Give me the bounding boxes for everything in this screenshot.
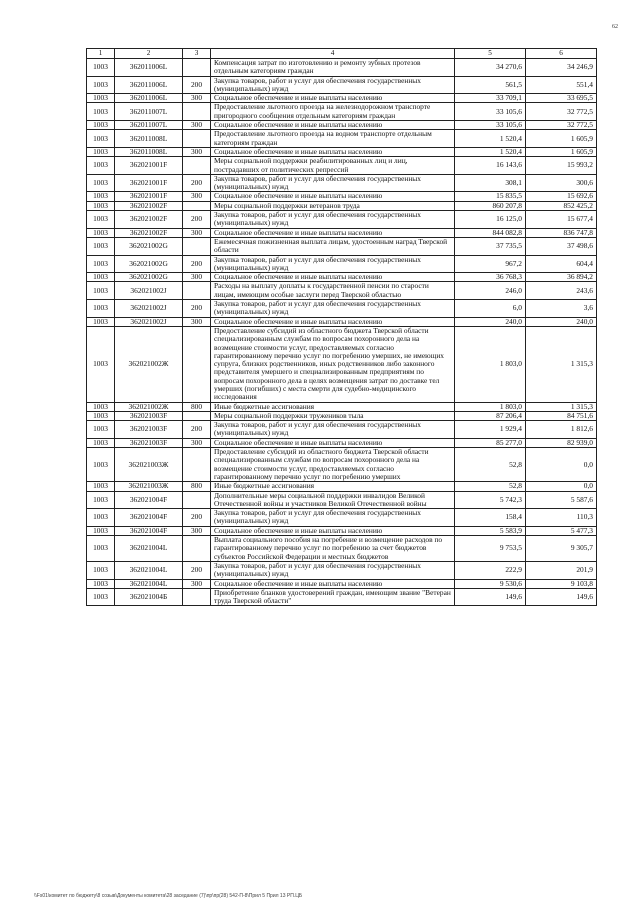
amount-planned-cell: 33 709,1: [455, 94, 526, 103]
description-cell: Расходы на выплату доплаты к государственной пенсии по старости лицам, имеющим особые заслуги перед Тверской областью: [211, 282, 455, 300]
section-code-cell: 1003: [87, 174, 115, 192]
description-cell: Закупка товаров, работ и услуг для обеспечения государственных (муниципальных) нужд: [211, 300, 455, 318]
target-code-cell: 362011007L: [115, 103, 183, 121]
target-code-cell: 362021004L: [115, 561, 183, 579]
table-row: [87, 588, 597, 606]
description-cell: Социальное обеспечение и иные выплаты населению: [211, 121, 455, 130]
amount-executed-cell: 110,3: [526, 509, 597, 527]
section-code-cell: 1003: [87, 438, 115, 447]
amount-executed-cell: 32 772,5: [526, 103, 597, 121]
table-row: [87, 201, 597, 210]
expense-type-cell: [183, 237, 211, 255]
description-cell: Меры социальной поддержки ветеранов труда: [211, 201, 455, 210]
amount-planned-cell: 16 125,0: [455, 211, 526, 229]
expense-type-cell: 200: [183, 174, 211, 192]
table-row: [87, 255, 597, 273]
amount-executed-cell: 604,4: [526, 255, 597, 273]
expense-type-cell: 200: [183, 76, 211, 94]
amount-planned-cell: 860 207,8: [455, 201, 526, 210]
amount-planned-cell: 87 206,4: [455, 411, 526, 420]
table-row: [87, 121, 597, 130]
table-row: [87, 237, 597, 255]
table-row: [87, 326, 597, 402]
amount-planned-cell: 1 929,4: [455, 421, 526, 439]
description-cell: Социальное обеспечение и иные выплаты населению: [211, 228, 455, 237]
description-cell: Выплата социального пособия на погребение и возмещение расходов по гарантированному перечню услуг по погребению за счет бюджетов субъектов Российской Федерации и местных бюджетов: [211, 536, 455, 562]
target-code-cell: 362021002J: [115, 317, 183, 326]
table-row: [87, 147, 597, 156]
amount-planned-cell: 16 143,6: [455, 157, 526, 175]
amount-planned-cell: 308,1: [455, 174, 526, 192]
expense-type-cell: 300: [183, 192, 211, 201]
target-code-cell: 362021003F: [115, 421, 183, 439]
description-cell: Социальное обеспечение и иные выплаты населению: [211, 147, 455, 156]
amount-planned-cell: 1 803,0: [455, 402, 526, 411]
table-row: [87, 192, 597, 201]
header-row: [87, 49, 597, 59]
table-row: [87, 536, 597, 562]
expense-type-cell: 200: [183, 561, 211, 579]
amount-planned-cell: 52,8: [455, 482, 526, 491]
amount-executed-cell: 1 812,6: [526, 421, 597, 439]
expense-type-cell: 200: [183, 421, 211, 439]
amount-executed-cell: 1 315,3: [526, 326, 597, 402]
target-code-cell: 362021004Б: [115, 588, 183, 606]
amount-planned-cell: 9 530,6: [455, 579, 526, 588]
section-code-cell: 1003: [87, 491, 115, 509]
amount-planned-cell: 246,0: [455, 282, 526, 300]
description-cell: Социальное обеспечение и иные выплаты населению: [211, 526, 455, 535]
amount-planned-cell: 844 082,8: [455, 228, 526, 237]
table-row: [87, 76, 597, 94]
column-header: 5: [455, 49, 526, 59]
amount-executed-cell: 32 772,5: [526, 121, 597, 130]
target-code-cell: 362021004F: [115, 491, 183, 509]
amount-planned-cell: 149,6: [455, 588, 526, 606]
amount-executed-cell: 84 751,6: [526, 411, 597, 420]
section-code-cell: 1003: [87, 147, 115, 156]
target-code-cell: 362021004L: [115, 579, 183, 588]
amount-executed-cell: 852 425,2: [526, 201, 597, 210]
description-cell: Ежемесячная пожизненная выплата лицам, удостоенным наград Тверской области: [211, 237, 455, 255]
expense-type-cell: [183, 448, 211, 482]
amount-planned-cell: 15 835,5: [455, 192, 526, 201]
section-code-cell: 1003: [87, 59, 115, 77]
section-code-cell: 1003: [87, 211, 115, 229]
expense-type-cell: 300: [183, 121, 211, 130]
description-cell: Закупка товаров, работ и услуг для обеспечения государственных (муниципальных) нужд: [211, 509, 455, 527]
table-row: [87, 491, 597, 509]
description-cell: Социальное обеспечение и иные выплаты населению: [211, 192, 455, 201]
amount-executed-cell: 36 894,2: [526, 273, 597, 282]
amount-executed-cell: 34 246,9: [526, 59, 597, 77]
table-row: [87, 174, 597, 192]
description-cell: Закупка товаров, работ и услуг для обеспечения государственных (муниципальных) нужд: [211, 421, 455, 439]
description-cell: Социальное обеспечение и иные выплаты населению: [211, 438, 455, 447]
section-code-cell: 1003: [87, 509, 115, 527]
section-code-cell: 1003: [87, 121, 115, 130]
target-code-cell: 362021004L: [115, 536, 183, 562]
description-cell: Закупка товаров, работ и услуг для обеспечения государственных (муниципальных) нужд: [211, 211, 455, 229]
section-code-cell: 1003: [87, 536, 115, 562]
column-header: 2: [115, 49, 183, 59]
section-code-cell: 1003: [87, 228, 115, 237]
expense-type-cell: [183, 326, 211, 402]
table-row: [87, 282, 597, 300]
column-header: 6: [526, 49, 597, 59]
expense-type-cell: 300: [183, 228, 211, 237]
section-code-cell: 1003: [87, 561, 115, 579]
table-row: [87, 317, 597, 326]
amount-executed-cell: 82 939,0: [526, 438, 597, 447]
expense-type-cell: 300: [183, 147, 211, 156]
description-cell: Дополнительные меры социальной поддержки инвалидов Великой Отечественной войны и участников Великой Отечественной войны: [211, 491, 455, 509]
amount-planned-cell: 1 520,4: [455, 130, 526, 148]
description-cell: Социальное обеспечение и иные выплаты населению: [211, 273, 455, 282]
description-cell: Закупка товаров, работ и услуг для обеспечения государственных (муниципальных) нужд: [211, 174, 455, 192]
expense-type-cell: [183, 491, 211, 509]
section-code-cell: 1003: [87, 192, 115, 201]
column-header: 3: [183, 49, 211, 59]
description-cell: Компенсация затрат по изготовлению и ремонту зубных протезов отдельным категориям граждан: [211, 59, 455, 77]
expense-type-cell: 200: [183, 255, 211, 273]
section-code-cell: 1003: [87, 411, 115, 420]
section-code-cell: 1003: [87, 282, 115, 300]
table-row: [87, 438, 597, 447]
amount-executed-cell: 37 498,6: [526, 237, 597, 255]
section-code-cell: 1003: [87, 421, 115, 439]
section-code-cell: 1003: [87, 526, 115, 535]
expense-type-cell: 200: [183, 211, 211, 229]
amount-planned-cell: 33 105,6: [455, 103, 526, 121]
amount-executed-cell: 0,0: [526, 448, 597, 482]
target-code-cell: 362011007L: [115, 121, 183, 130]
expense-type-cell: 200: [183, 509, 211, 527]
description-cell: Социальное обеспечение и иные выплаты населению: [211, 317, 455, 326]
table-row: [87, 157, 597, 175]
target-code-cell: 362021004F: [115, 526, 183, 535]
target-code-cell: 362021002G: [115, 255, 183, 273]
table-row: [87, 411, 597, 420]
amount-executed-cell: 836 747,8: [526, 228, 597, 237]
amount-executed-cell: 1 315,3: [526, 402, 597, 411]
amount-planned-cell: 52,8: [455, 448, 526, 482]
amount-executed-cell: 9 305,7: [526, 536, 597, 562]
table-row: [87, 228, 597, 237]
expense-type-cell: [183, 536, 211, 562]
target-code-cell: 362011006L: [115, 76, 183, 94]
target-code-cell: 362011008L: [115, 130, 183, 148]
amount-executed-cell: 15 677,4: [526, 211, 597, 229]
target-code-cell: 362021002G: [115, 273, 183, 282]
amount-executed-cell: 9 103,8: [526, 579, 597, 588]
amount-planned-cell: 561,5: [455, 76, 526, 94]
expense-type-cell: 800: [183, 482, 211, 491]
amount-executed-cell: 243,6: [526, 282, 597, 300]
amount-executed-cell: 300,6: [526, 174, 597, 192]
table-row: [87, 273, 597, 282]
table-row: [87, 448, 597, 482]
expense-type-cell: [183, 130, 211, 148]
expense-type-cell: [183, 103, 211, 121]
amount-executed-cell: 551,4: [526, 76, 597, 94]
table-row: [87, 59, 597, 77]
description-cell: Закупка товаров, работ и услуг для обеспечения государственных (муниципальных) нужд: [211, 76, 455, 94]
section-code-cell: 1003: [87, 130, 115, 148]
amount-executed-cell: 240,0: [526, 317, 597, 326]
table-row: [87, 482, 597, 491]
target-code-cell: 362021002F: [115, 201, 183, 210]
section-code-cell: 1003: [87, 94, 115, 103]
expense-type-cell: 300: [183, 579, 211, 588]
amount-planned-cell: 5 742,3: [455, 491, 526, 509]
target-code-cell: 362011006L: [115, 94, 183, 103]
target-code-cell: 362021003F: [115, 411, 183, 420]
table-row: [87, 211, 597, 229]
section-code-cell: 1003: [87, 255, 115, 273]
amount-executed-cell: 0,0: [526, 482, 597, 491]
section-code-cell: 1003: [87, 273, 115, 282]
amount-planned-cell: 36 768,3: [455, 273, 526, 282]
target-code-cell: 362021001F: [115, 192, 183, 201]
description-cell: Предоставление субсидий из областного бюджета Тверской области специализированным службам по вопросам похоронного дела на возмещение стоимости услуг, предоставляемых согласно гарантированному перечню услуг по погребению умерших, не имеющих супруга, близких родственников, иных родственников либо законного представителя умершего и специализированным предприятиям по вопросам похоронного дела в целях возмещения затрат по доставке тел умерших (погибших) с места смерти для судебно-медицинского исследования: [211, 326, 455, 402]
target-code-cell: 362021002J: [115, 282, 183, 300]
amount-executed-cell: 15 692,6: [526, 192, 597, 201]
target-code-cell: 362021003F: [115, 438, 183, 447]
description-cell: Меры социальной поддержки реабилитированных лиц и лиц, пострадавших от политических репрессий: [211, 157, 455, 175]
amount-planned-cell: 1 803,0: [455, 326, 526, 402]
target-code-cell: 362011008L: [115, 147, 183, 156]
amount-planned-cell: 967,2: [455, 255, 526, 273]
section-code-cell: 1003: [87, 157, 115, 175]
description-cell: Предоставление льготного проезда на железнодорожном транспорте пригородного сообщения отдельным категориям граждан: [211, 103, 455, 121]
target-code-cell: 362021002G: [115, 237, 183, 255]
expense-type-cell: [183, 411, 211, 420]
target-code-cell: 362021002Ж: [115, 402, 183, 411]
amount-planned-cell: 34 270,6: [455, 59, 526, 77]
expense-type-cell: [183, 282, 211, 300]
section-code-cell: 1003: [87, 482, 115, 491]
amount-executed-cell: 1 605,9: [526, 147, 597, 156]
table-row: [87, 579, 597, 588]
expense-type-cell: 300: [183, 438, 211, 447]
amount-planned-cell: 240,0: [455, 317, 526, 326]
expense-type-cell: 800: [183, 402, 211, 411]
section-code-cell: 1003: [87, 201, 115, 210]
description-cell: Закупка товаров, работ и услуг для обеспечения государственных (муниципальных) нужд: [211, 255, 455, 273]
section-code-cell: 1003: [87, 588, 115, 606]
description-cell: Закупка товаров, работ и услуг для обеспечения государственных (муниципальных) нужд: [211, 561, 455, 579]
target-code-cell: 362021002F: [115, 228, 183, 237]
amount-planned-cell: 6,0: [455, 300, 526, 318]
table-row: [87, 103, 597, 121]
section-code-cell: 1003: [87, 76, 115, 94]
target-code-cell: 362021003Ж: [115, 482, 183, 491]
amount-planned-cell: 1 520,4: [455, 147, 526, 156]
amount-executed-cell: 149,6: [526, 588, 597, 606]
budget-table: [86, 48, 597, 606]
table-row: [87, 526, 597, 535]
page-number: 62: [612, 24, 618, 30]
amount-executed-cell: 5 587,6: [526, 491, 597, 509]
amount-executed-cell: 5 477,3: [526, 526, 597, 535]
target-code-cell: 362021002F: [115, 211, 183, 229]
target-code-cell: 362021002J: [115, 300, 183, 318]
description-cell: Социальное обеспечение и иные выплаты населению: [211, 579, 455, 588]
table-row: [87, 300, 597, 318]
target-code-cell: 362021001F: [115, 174, 183, 192]
amount-executed-cell: 1 605,9: [526, 130, 597, 148]
section-code-cell: 1003: [87, 317, 115, 326]
description-cell: Иные бюджетные ассигнования: [211, 402, 455, 411]
amount-executed-cell: 201,9: [526, 561, 597, 579]
table-row: [87, 402, 597, 411]
expense-type-cell: [183, 201, 211, 210]
section-code-cell: 1003: [87, 103, 115, 121]
target-code-cell: 362021004F: [115, 509, 183, 527]
expense-type-cell: 300: [183, 317, 211, 326]
description-cell: Предоставление льготного проезда на водном транспорте отдельным категориям граждан: [211, 130, 455, 148]
target-code-cell: 362011006L: [115, 59, 183, 77]
description-cell: Социальное обеспечение и иные выплаты населению: [211, 94, 455, 103]
expense-type-cell: 200: [183, 300, 211, 318]
footer-file-path: \\Fs01\комитет по бюджету\8 созыв\Документы комитета\28 заседание (7)\пр\пр(28) 542-П-8\Прил 5 Прил 13 РП.ЦБ: [34, 893, 303, 899]
table-row: [87, 509, 597, 527]
expense-type-cell: [183, 59, 211, 77]
table-row: [87, 421, 597, 439]
section-code-cell: 1003: [87, 402, 115, 411]
section-code-cell: 1003: [87, 237, 115, 255]
expense-type-cell: [183, 588, 211, 606]
expense-type-cell: 300: [183, 526, 211, 535]
amount-executed-cell: 15 993,2: [526, 157, 597, 175]
target-code-cell: 362021002Ж: [115, 326, 183, 402]
table-row: [87, 94, 597, 103]
amount-executed-cell: 33 695,5: [526, 94, 597, 103]
column-header: 1: [87, 49, 115, 59]
amount-planned-cell: 85 277,0: [455, 438, 526, 447]
amount-planned-cell: 5 583,9: [455, 526, 526, 535]
section-code-cell: 1003: [87, 326, 115, 402]
table-row: [87, 561, 597, 579]
amount-planned-cell: 158,4: [455, 509, 526, 527]
amount-executed-cell: 3,6: [526, 300, 597, 318]
description-cell: Иные бюджетные ассигнования: [211, 482, 455, 491]
section-code-cell: 1003: [87, 579, 115, 588]
table-body: [87, 59, 597, 606]
amount-planned-cell: 222,9: [455, 561, 526, 579]
amount-planned-cell: 9 753,5: [455, 536, 526, 562]
section-code-cell: 1003: [87, 300, 115, 318]
table-row: [87, 130, 597, 148]
target-code-cell: 362021001F: [115, 157, 183, 175]
description-cell: Предоставление субсидий из областного бюджета Тверской области специализированным службам по вопросам похоронного дела на возмещение стоимости услуг, предоставляемых согласно гарантированному перечню услуг по погребению умерших: [211, 448, 455, 482]
amount-planned-cell: 37 735,5: [455, 237, 526, 255]
section-code-cell: 1003: [87, 448, 115, 482]
description-cell: Приобретение бланков удостоверений граждан, имеющим звание "Ветеран труда Тверской области": [211, 588, 455, 606]
expense-type-cell: [183, 157, 211, 175]
expense-type-cell: 300: [183, 94, 211, 103]
target-code-cell: 362021003Ж: [115, 448, 183, 482]
description-cell: Меры социальной поддержки тружеников тыла: [211, 411, 455, 420]
amount-planned-cell: 33 105,6: [455, 121, 526, 130]
expense-type-cell: 300: [183, 273, 211, 282]
column-header: 4: [211, 49, 455, 59]
